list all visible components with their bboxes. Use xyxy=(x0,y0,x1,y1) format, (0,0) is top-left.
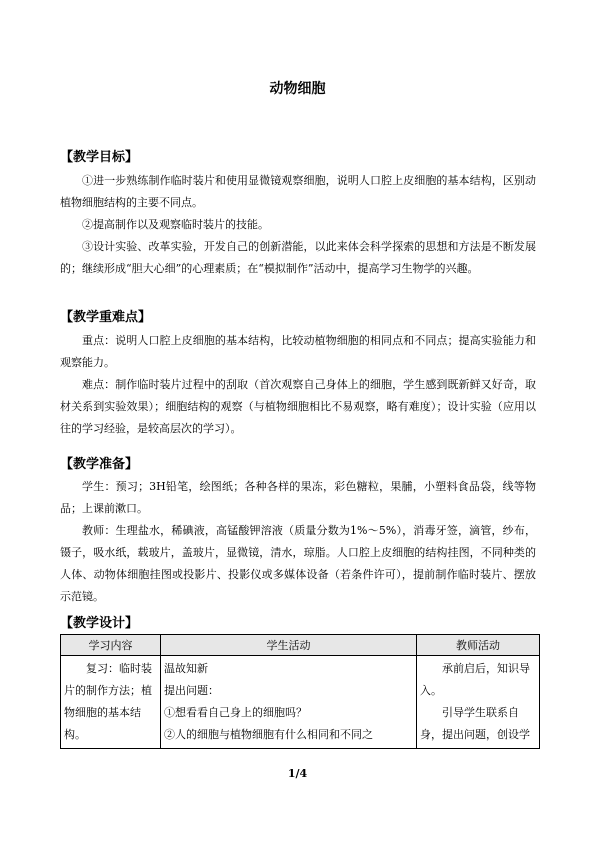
teacher-line: 引导学生联系自身，提出问题，创设学 xyxy=(420,706,530,741)
cell-teacher xyxy=(417,656,540,749)
goals-paragraph-1: ①进一步熟练制作临时装片和使用显微镜观察细胞，说明人口腔上皮细胞的基本结构，区别动植物细胞结构的主要不同点。 xyxy=(60,174,536,209)
keypoints-paragraph-2: 难点：制作临时装片过程中的刮取（首次观察自己身体上的细胞，学生感到既新鲜又好奇，取材关系到实验效果）；细胞结构的观察（与植物细胞相比不易观察，略有难度）；设计实验（应用以往的学习经验，是较高层次的学习）。 xyxy=(60,378,536,435)
teacher-line: 承前启后，知识导入。 xyxy=(420,662,530,697)
student-line: 提出问题： xyxy=(164,684,219,697)
section-heading-goals: 【教学目标】 xyxy=(60,150,139,165)
cell-student xyxy=(161,656,417,749)
keypoints-paragraph-1: 重点：说明人口腔上皮细胞的基本结构，比较动植物细胞的相同点和不同点；提高实验能力和观察能力。 xyxy=(60,334,536,369)
header-student: 学生活动 xyxy=(161,635,417,656)
prep-paragraph-2: 教师：生理盐水，稀碘液，高锰酸钾溶液（质量分数为1%～5%），消毒牙签，滴管，纱布，镊子，吸水纸，载玻片，盖玻片，显微镜，清水，琼脂。人口腔上皮细胞的结构挂图，不同种类的人体、动物体细胞挂图或投影片、投影仪或多媒体设备（若条件许可），提前制作临时装片、摆放示范镜。 xyxy=(60,524,536,603)
section-heading-prep: 【教学准备】 xyxy=(60,457,139,472)
section-heading-keypoints: 【教学重难点】 xyxy=(60,310,152,325)
document-title: 动物细胞 xyxy=(269,81,326,97)
prep-paragraph-1: 学生：预习；3H铅笔，绘图纸；各种各样的果冻，彩色糖粒，果脯，小塑料食品袋，线等物品；上课前漱口。 xyxy=(60,480,536,515)
student-line: 温故知新 xyxy=(164,662,208,675)
header-content: 学习内容 xyxy=(61,635,161,656)
cell-content: 复习：临时装片的制作方法；植物细胞的基本结构。 xyxy=(61,656,161,749)
section-heading-design: 【教学设计】 xyxy=(60,616,139,631)
page-number: 1/4 xyxy=(287,767,308,780)
design-table xyxy=(60,634,540,749)
table-row xyxy=(61,656,540,749)
student-line: ①想看看自己身上的细胞吗？ xyxy=(164,706,307,719)
table-header-row xyxy=(61,635,540,656)
student-line: ②人的细胞与植物细胞有什么相同和不同之 xyxy=(164,728,373,741)
goals-paragraph-2: ②提高制作以及观察临时装片的技能。 xyxy=(82,218,269,231)
header-teacher: 教师活动 xyxy=(417,635,540,656)
goals-paragraph-3: ③设计实验、改革实验，开发自己的创新潜能，以此来体会科学探索的思想和方法是不断发展的；继续形成“胆大心细”的心理素质；在“模拟制作”活动中，提高学习生物学的兴趣。 xyxy=(60,240,536,275)
